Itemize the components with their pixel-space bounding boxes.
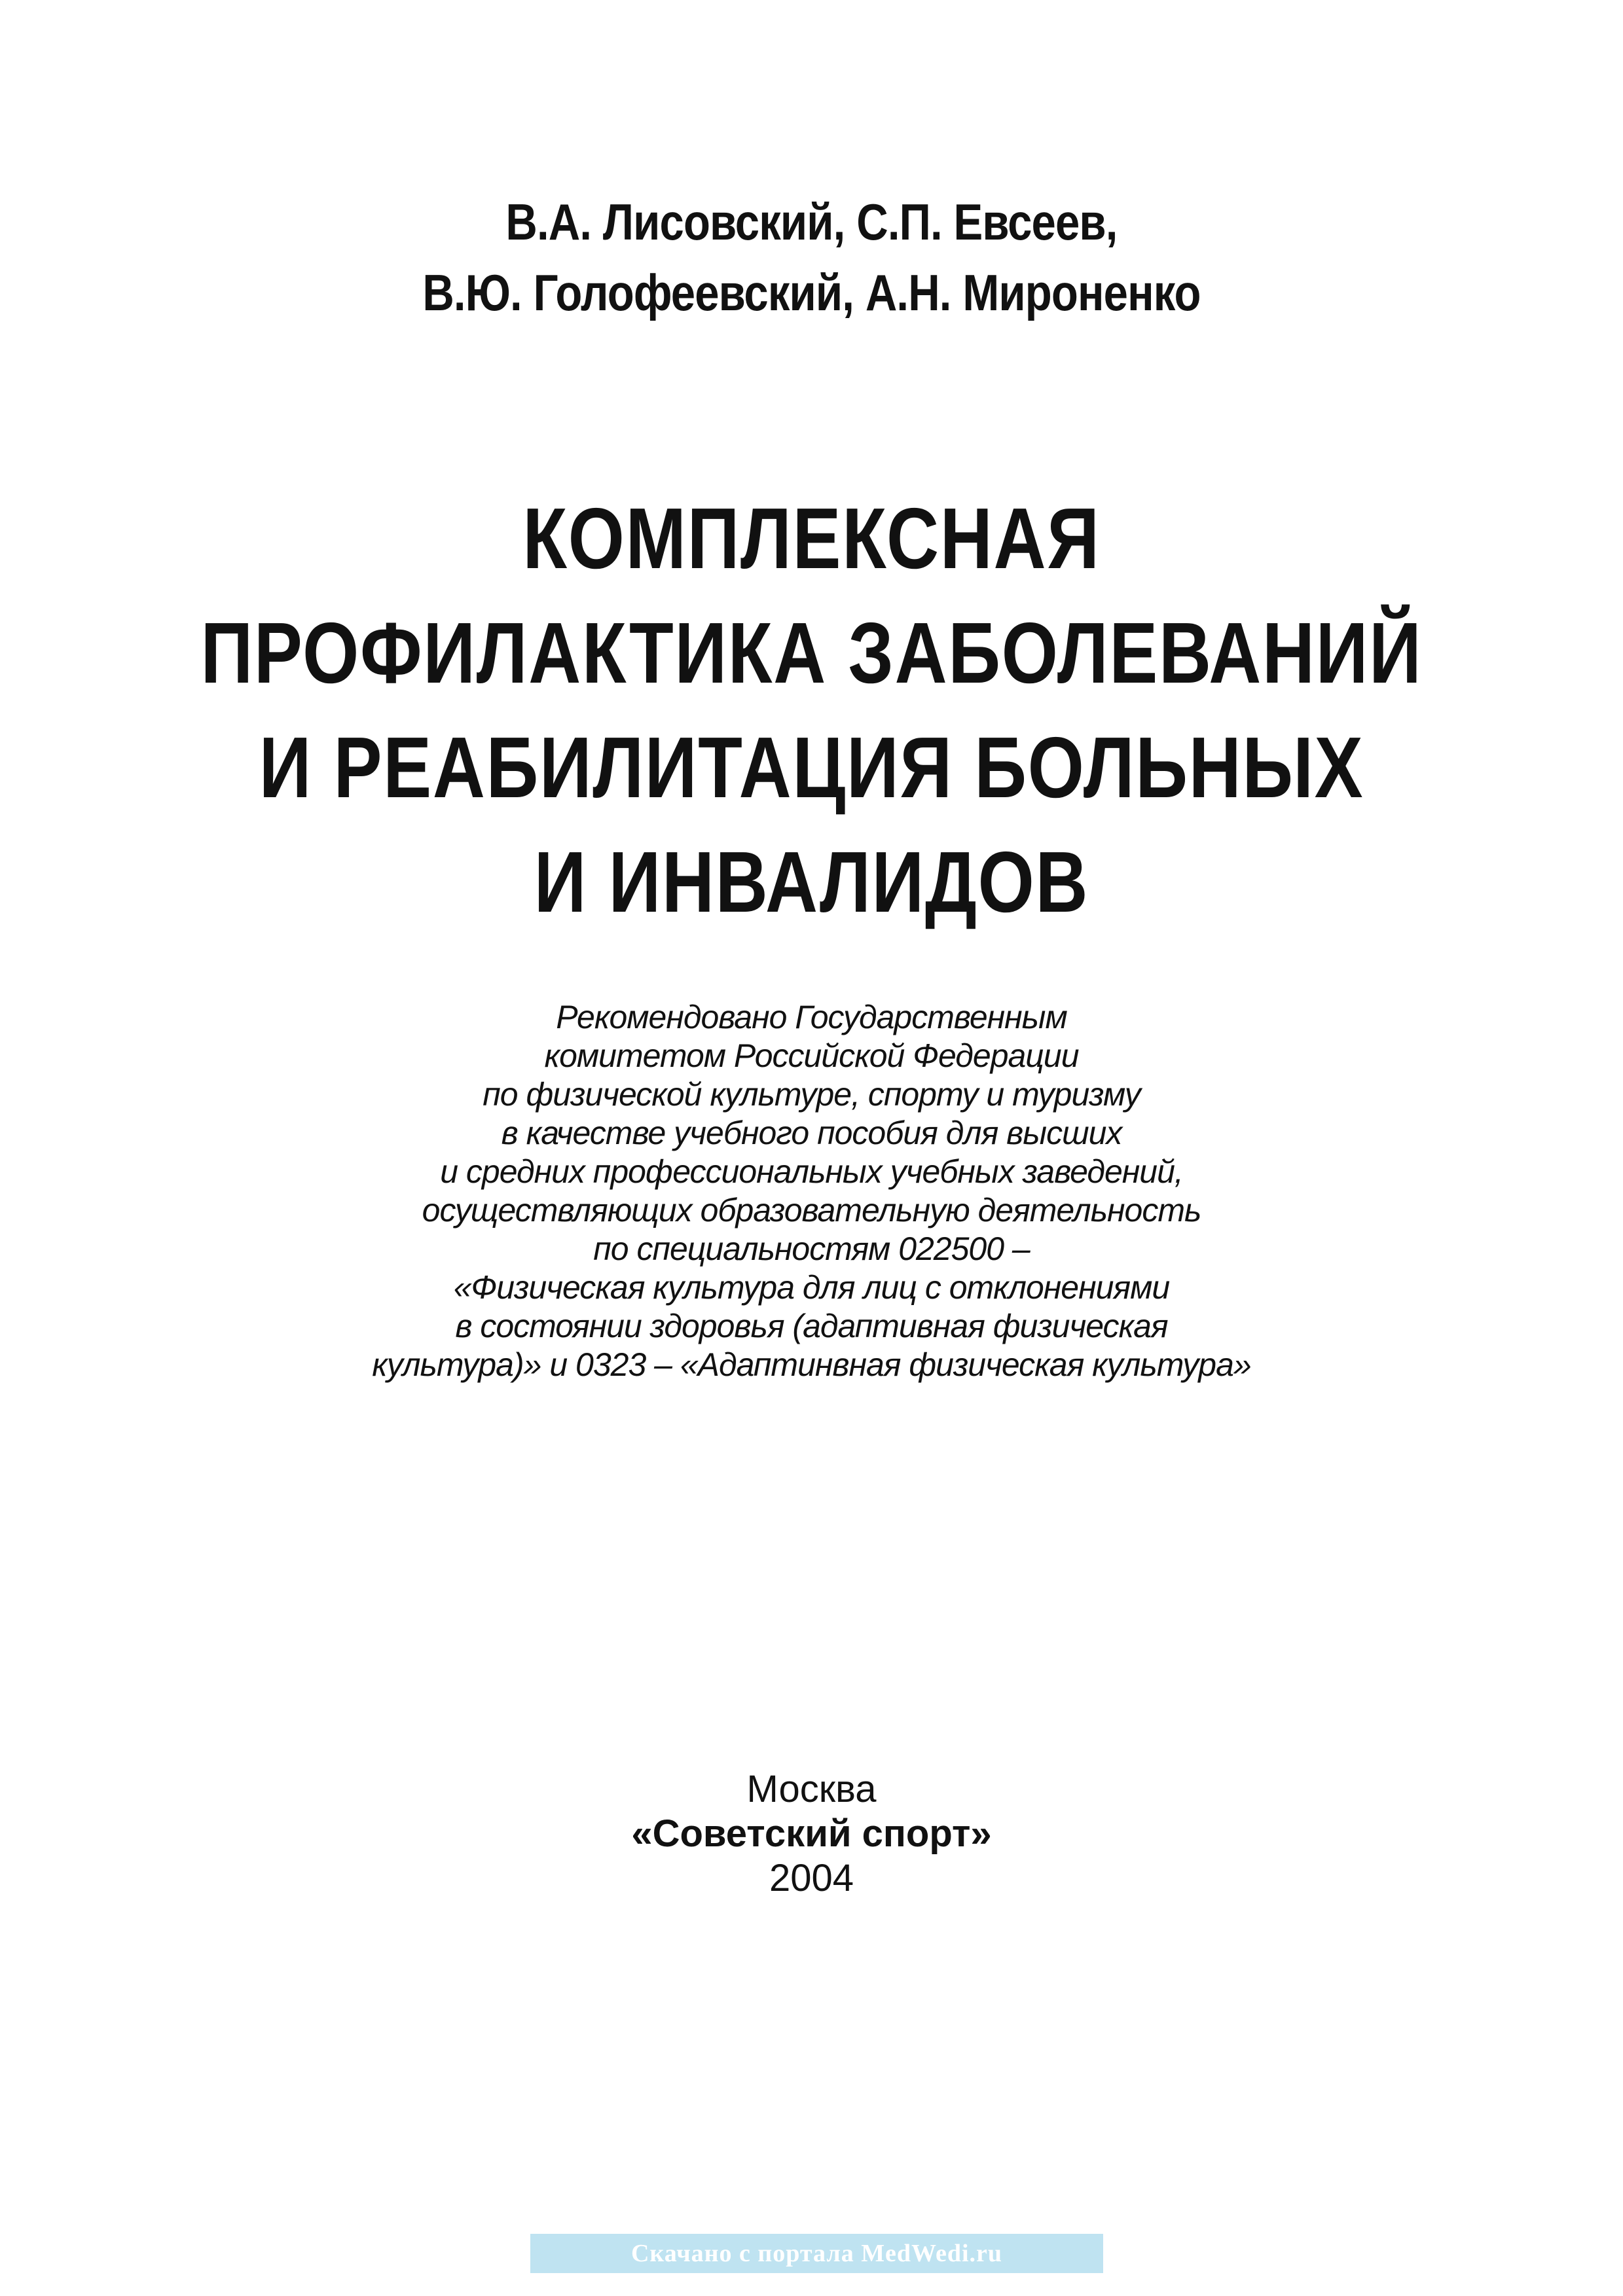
recommendation-line: культура)» и 0323 – «Адаптинвная физическая культура» bbox=[372, 1346, 1251, 1383]
recommendation-line: комитетом Российской Федерации bbox=[544, 1037, 1079, 1074]
recommendation-line: Рекомендовано Государственным bbox=[556, 999, 1067, 1035]
recommendation-line: и средних профессиональных учебных заведений, bbox=[440, 1153, 1183, 1190]
authors-line-1: В.А. Лисовский, С.П. Евсеев, bbox=[505, 193, 1118, 251]
recommendation-block bbox=[0, 998, 1623, 1384]
recommendation-line: в качестве учебного пособия для высших bbox=[501, 1115, 1122, 1151]
imprint-publisher: «Советский спорт» bbox=[631, 1812, 992, 1855]
book-title-line-3: И РЕАБИЛИТАЦИЯ БОЛЬНЫХ bbox=[259, 719, 1364, 816]
imprint-city: Москва bbox=[746, 1768, 877, 1810]
imprint-year: 2004 bbox=[769, 1857, 854, 1899]
book-title-line-2: ПРОФИЛАКТИКА ЗАБОЛЕВАНИЙ bbox=[200, 605, 1423, 701]
recommendation-line: по физической культуре, спорту и туризму bbox=[483, 1076, 1140, 1113]
authors-line-2: В.Ю. Голофеевский, А.Н. Мироненко bbox=[422, 264, 1201, 321]
imprint-block bbox=[0, 1767, 1623, 1901]
watermark-banner bbox=[530, 2234, 1103, 2273]
book-title bbox=[130, 481, 1493, 939]
recommendation-line: в состоянии здоровья (адаптивная физическая bbox=[455, 1308, 1168, 1344]
recommendation-line: осуществляющих образовательную деятельность bbox=[422, 1192, 1201, 1229]
authors-block bbox=[114, 187, 1510, 328]
recommendation-line: по специальностям 022500 – bbox=[593, 1230, 1030, 1267]
watermark-text: Скачано с портала MedWedi.ru bbox=[630, 2240, 1003, 2267]
book-title-line-4: И ИНВАЛИДОВ bbox=[534, 834, 1089, 930]
recommendation-line: «Физическая культура для лиц с отклонениями bbox=[453, 1269, 1170, 1306]
book-title-line-1: КОМПЛЕКСНАЯ bbox=[522, 490, 1101, 586]
